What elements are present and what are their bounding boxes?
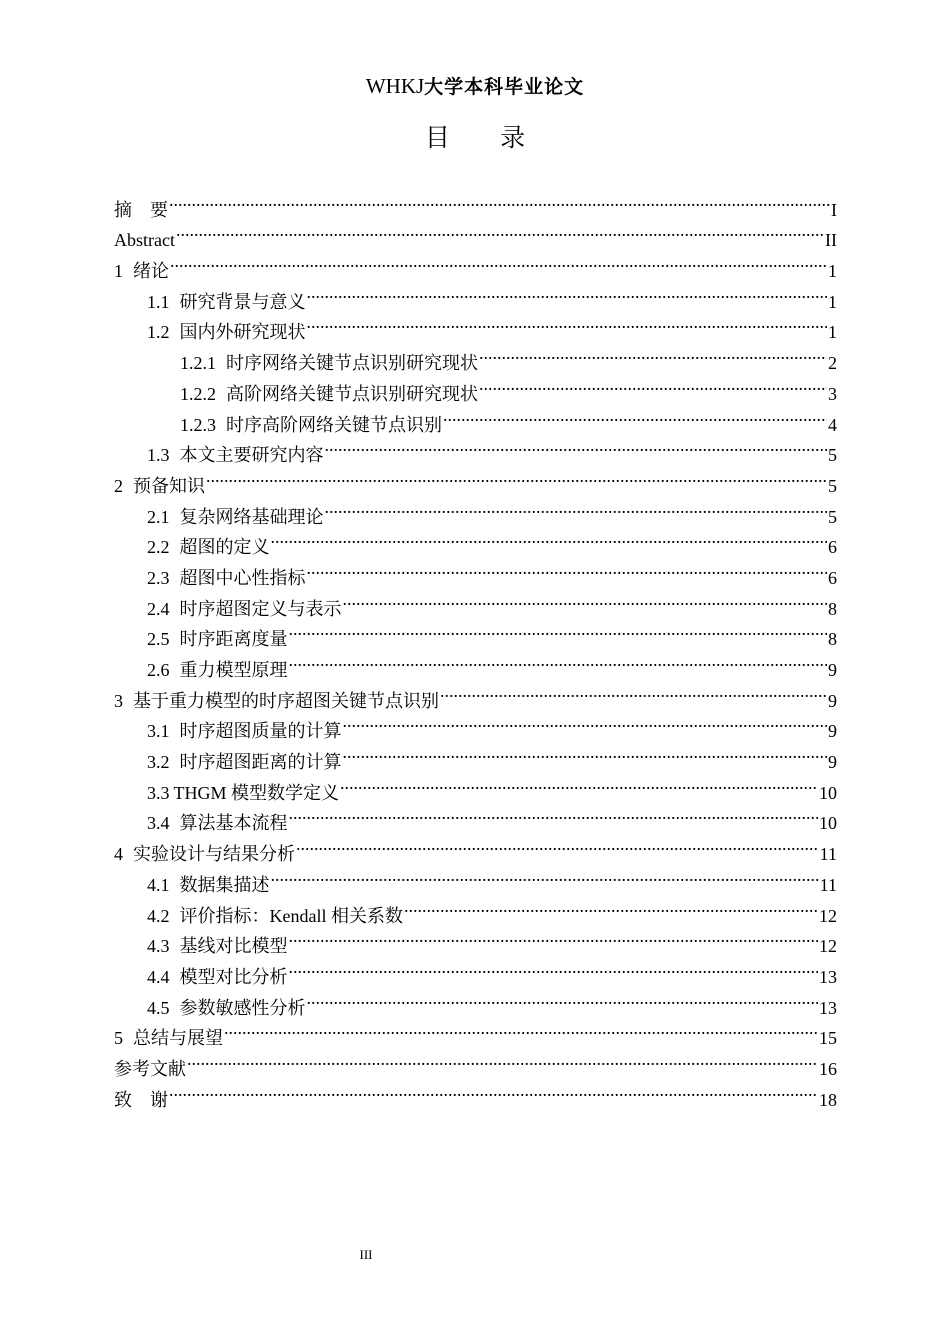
toc-entry-title: 时序超图距离的计算	[179, 752, 342, 773]
toc-entry-title: 超图的定义	[179, 537, 270, 558]
toc-entry-title: 数据集描述	[179, 874, 270, 895]
toc-entry-page: 6	[828, 567, 837, 588]
toc-entry-title: 时序超图定义与表示	[179, 598, 342, 619]
toc-entry-number: 1.2	[147, 322, 170, 343]
toc-entry-title: 致 谢	[114, 1089, 168, 1110]
toc-dot-leader	[289, 922, 819, 953]
toc-entry-title: Abstract	[114, 230, 175, 251]
toc-entry-number: 3	[114, 690, 123, 711]
toc-entry-number: 2.4	[147, 598, 170, 619]
toc-entry[interactable]	[114, 431, 837, 466]
toc-dot-leader	[224, 1014, 818, 1045]
toc-entry-page: 1	[828, 291, 837, 312]
toc-entry-page: 9	[828, 721, 837, 742]
toc-entry-title: 时序网络关键节点识别研究现状	[226, 353, 478, 374]
toc-entry-number: 5	[114, 1028, 123, 1049]
toc-entry[interactable]	[114, 277, 837, 312]
toc-entry-number: 4.3	[147, 936, 170, 957]
page-header	[0, 72, 950, 102]
toc-dot-leader	[206, 461, 827, 492]
toc-entry-page: 1	[828, 322, 837, 343]
toc-entry-page: 9	[828, 752, 837, 773]
toc-entry-number: 2.1	[147, 506, 170, 527]
toc-entry[interactable]	[114, 1044, 837, 1079]
toc-dot-leader	[443, 400, 827, 431]
toc-dot-leader	[187, 1044, 818, 1075]
toc-entry-title: 重力模型原理	[179, 660, 288, 680]
toc-entry-page: 15	[819, 1028, 837, 1049]
toc-entry-page: 5	[828, 445, 837, 466]
toc-entry-number: 3.4	[147, 813, 170, 834]
toc-entry-page: 10	[819, 813, 837, 834]
toc-entry-number: 4.5	[147, 997, 170, 1018]
toc-entry-title: 算法基本流程	[179, 813, 288, 834]
toc-dot-leader	[169, 185, 830, 216]
page-number: III	[359, 1247, 373, 1262]
toc-entry-number: 1.2.2	[180, 383, 216, 404]
toc-entry-number: 4.4	[147, 966, 170, 987]
toc-dot-leader	[289, 799, 819, 830]
toc-entry-title: 超图中心性指标	[179, 567, 306, 588]
toc-entry[interactable]	[114, 1075, 837, 1110]
toc-entry-page: 12	[819, 905, 837, 926]
toc-dot-leader	[271, 860, 819, 891]
toc-entry-title: 实验设计与结果分析	[133, 844, 295, 865]
toc-entry-title: 复杂网络基础理论	[179, 506, 324, 527]
toc-entry-page: 11	[819, 874, 837, 895]
toc-dot-leader	[170, 246, 827, 277]
toc-entry-page: 5	[828, 475, 837, 496]
toc-entry-page: 4	[828, 414, 837, 435]
toc-dot-leader	[343, 584, 828, 615]
toc-entry-title: THGM 模型数学定义	[173, 782, 339, 803]
toc-entry-page: 8	[828, 598, 837, 619]
toc-entry[interactable]	[114, 246, 837, 282]
toc-entry-page: 3	[828, 383, 837, 404]
toc-entry-page: 9	[828, 660, 837, 680]
toc-dot-leader	[325, 492, 828, 523]
toc-dot-leader	[340, 768, 818, 799]
toc-entry-page: 9	[828, 690, 837, 711]
toc-entry-title: 时序高阶网络关键节点识别	[226, 414, 442, 435]
toc-entry-page: 5	[828, 506, 837, 527]
toc-entry-title: 基线对比模型	[179, 936, 288, 957]
toc-entry-number: 4	[114, 844, 123, 865]
toc-dot-leader	[440, 676, 827, 707]
toc-dot-leader	[289, 645, 828, 676]
header-university: 大学本科毕业论文	[424, 77, 585, 98]
toc-entry-page: 1	[828, 261, 837, 282]
toc-entry-page: II	[825, 230, 837, 251]
toc-dot-leader	[343, 707, 828, 738]
toc-dot-leader	[479, 338, 827, 369]
toc-dot-leader	[307, 308, 828, 339]
toc-entry-page: 2	[828, 353, 837, 374]
toc-entry-title: 总结与展望	[133, 1028, 223, 1049]
toc-entry-page: I	[831, 199, 837, 220]
toc-entry-number: 2	[114, 475, 123, 496]
toc-entry-page: 13	[819, 966, 837, 987]
header-code: WHKJ	[365, 74, 425, 98]
toc-entry-page: 10	[819, 782, 837, 803]
toc-entry-title: 参数敏感性分析	[179, 997, 306, 1018]
toc-dot-leader	[296, 829, 819, 860]
toc-entry-title: 模型对比分析	[179, 966, 288, 987]
toc-entry-number: 2.6	[147, 660, 170, 680]
toc-entry-title: 时序超图质量的计算	[179, 721, 342, 742]
toc-dot-leader	[325, 431, 828, 462]
toc-entry-number: 2.5	[147, 629, 170, 650]
toc-dot-leader	[343, 737, 828, 768]
toc-dot-leader	[176, 216, 824, 247]
toc-entry-title: 摘 要	[114, 199, 168, 220]
toc-entry-title: 研究背景与意义	[179, 291, 306, 312]
toc-entry[interactable]	[114, 492, 837, 527]
table-of-contents	[114, 185, 837, 1110]
toc-entry-number: 3.2	[147, 752, 170, 773]
toc-entry-page: 13	[819, 997, 837, 1018]
toc-dot-leader	[289, 952, 819, 983]
toc-entry-title: 评价指标：Kendall 相关系数	[179, 905, 403, 926]
toc-dot-leader	[271, 523, 828, 554]
toc-entry-page: 18	[819, 1089, 837, 1110]
toc-dot-leader	[169, 1075, 818, 1106]
toc-entry[interactable]	[114, 400, 837, 435]
toc-entry-number: 2.3	[147, 567, 170, 588]
toc-entry[interactable]	[114, 216, 837, 251]
page-title: 目 录	[424, 125, 548, 152]
toc-entry-number: 3.3	[147, 782, 170, 803]
toc-entry-number: 1	[114, 261, 123, 282]
toc-entry-number: 4.1	[147, 874, 170, 895]
toc-entry-title: 本文主要研究内容	[179, 445, 324, 466]
toc-dot-leader	[479, 369, 827, 400]
toc-entry-title: 国内外研究现状	[179, 322, 306, 343]
toc-entry-page: 16	[819, 1058, 837, 1079]
toc-entry-title: 基于重力模型的时序超图关键节点识别	[133, 690, 439, 711]
toc-entry-title: 预备知识	[133, 475, 205, 496]
toc-entry-number: 1.1	[147, 291, 170, 312]
toc-dot-leader	[289, 615, 828, 646]
toc-entry-page: 11	[819, 844, 837, 865]
toc-entry-page: 6	[828, 537, 837, 558]
toc-entry[interactable]	[114, 461, 837, 496]
toc-entry-title: 参考文献	[114, 1058, 186, 1079]
toc-entry-title: 时序距离度量	[179, 629, 288, 650]
toc-entry-number: 1.3	[147, 445, 170, 466]
toc-dot-leader	[307, 983, 819, 1014]
toc-dot-leader	[307, 277, 828, 308]
toc-entry-number: 1.2.3	[180, 414, 216, 435]
toc-entry-page: 8	[828, 629, 837, 650]
toc-entry-number: 1.2.1	[180, 353, 216, 374]
toc-entry-number: 3.1	[147, 721, 170, 742]
toc-entry-number: 2.2	[147, 537, 170, 558]
toc-dot-leader	[404, 891, 818, 922]
toc-entry-title: 高阶网络关键节点识别研究现状	[226, 383, 478, 404]
toc-entry[interactable]	[114, 185, 837, 220]
toc-dot-leader	[307, 553, 828, 584]
toc-entry-title: 绪论	[133, 261, 169, 282]
toc-entry-number: 4.2	[147, 905, 170, 926]
toc-entry-page: 12	[819, 936, 837, 957]
